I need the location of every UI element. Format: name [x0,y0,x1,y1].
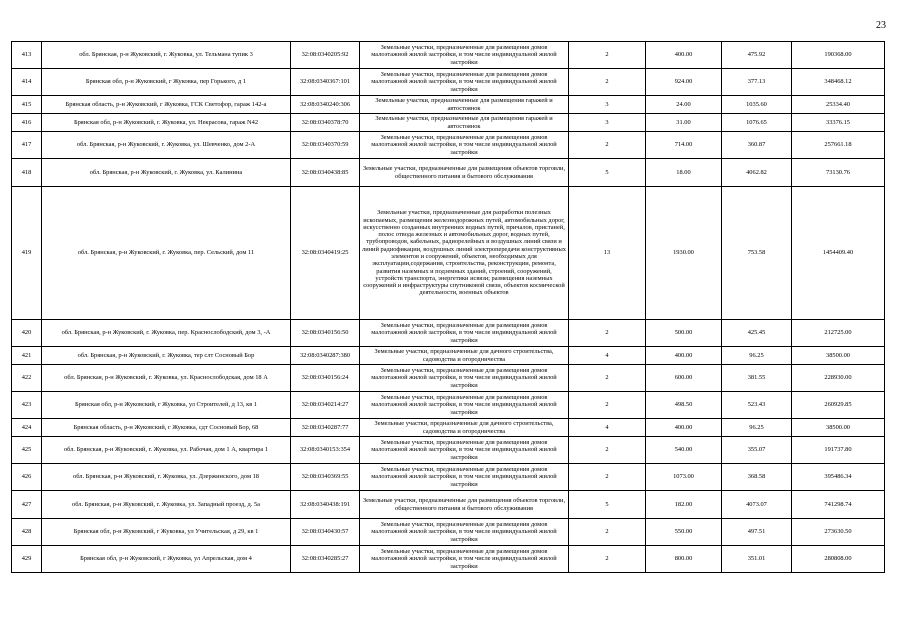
row-number-cell: 424 [12,419,42,437]
row-number-cell: 427 [12,491,42,519]
row-number-cell: 413 [12,42,42,69]
specific-value-cell: 1035.60 [722,96,792,114]
specific-value-cell: 1076.65 [722,114,792,132]
permitted-use-cell: Земельные участки, предназначенные для размещения домов малоэтажной жилой застройки, в том числе индивидуальной жилой застройки [360,519,569,546]
address-cell: Брянская область, р-н Жуковский, г Жуковка, ГСК Светофор, гараж 142-а [42,96,291,114]
cadastral-number-cell: 32:08:0340240:306 [291,96,360,114]
specific-value-cell: 377.13 [722,69,792,96]
use-category-cell: 13 [569,187,646,320]
page-number: 23 [876,20,886,31]
specific-value-cell: 523.43 [722,392,792,419]
cadastral-number-cell: 32:08:0340156:50 [291,320,360,347]
cadastral-number-cell: 32:08:0340419:25 [291,187,360,320]
row-number-cell: 428 [12,519,42,546]
area-cell: 1930.00 [646,187,722,320]
table-row [12,392,885,419]
area-cell: 500.00 [646,320,722,347]
row-number-cell: 425 [12,437,42,464]
cadastral-number-cell: 32:08:0340370:59 [291,132,360,159]
use-category-cell: 3 [569,114,646,132]
permitted-use-cell: Земельные участки, предназначенные для разработки полезных ископаемых, размещения железнодорожных путей, автомобильных дорог, искусственно созданных внутренних водных путей, причалов, пристаней, полос отвода железных и автомобильных дорог, водных путей, трубопроводов, кабельных, радиорелейных и воздушных линий связи и линий радиофикации, воздушных линий электропередачи конструктивных элементов и сооружений, объектов, необходимых для эксплуатации,содержания, строительства, реконструкции, ремонта, развития наземных и подземных зданий, строений, сооружений, устройств транспорта, энергетики исвязи; размещения наземных сооружений и инфраструктуры спутниковой связи, объектов космической деятельности, военных объектов [360,187,569,320]
row-number-cell: 422 [12,365,42,392]
address-cell: обл. Брянская, р-н Жуковский, г. Жуковка, пер. Сельский, дом 11 [42,187,291,320]
table-row [12,96,885,114]
table-row [12,519,885,546]
cadastral-value-cell: 260929.85 [792,392,885,419]
cadastral-number-cell: 32:08:0340438:191 [291,491,360,519]
specific-value-cell: 355.07 [722,437,792,464]
cadastral-number-cell: 32:08:0340367:101 [291,69,360,96]
address-cell: Брянская обл, р-н Жуковский, г Жуковка, ул Апрельская, дом 4 [42,546,291,573]
area-cell: 550.00 [646,519,722,546]
permitted-use-cell: Земельные участки, предназначенные для размещения гаражей и автостоянок [360,114,569,132]
use-category-cell: 2 [569,132,646,159]
cadastral-number-cell: 32:08:0340156:24 [291,365,360,392]
cadastral-value-cell: 395486.34 [792,464,885,491]
specific-value-cell: 96.25 [722,347,792,365]
cadastral-value-cell: 38500.00 [792,419,885,437]
table-row [12,546,885,573]
use-category-cell: 3 [569,96,646,114]
use-category-cell: 2 [569,464,646,491]
permitted-use-cell: Земельные участки, предназначенные для размещения домов малоэтажной жилой застройки, в том числе индивидуальной жилой застройки [360,69,569,96]
address-cell: Брянская область, р-н Жуковский, г Жуковка, сдт Сосновый Бор, 68 [42,419,291,437]
row-number-cell: 414 [12,69,42,96]
table-row [12,464,885,491]
cadastral-value-cell: 273630.50 [792,519,885,546]
cadastral-value-cell: 212725.00 [792,320,885,347]
permitted-use-cell: Земельные участки, предназначенные для размещения домов малоэтажной жилой застройки, в том числе индивидуальной жилой застройки [360,392,569,419]
area-cell: 18.00 [646,159,722,187]
permitted-use-cell: Земельные участки, предназначенные для размещения домов малоэтажной жилой застройки, в том числе индивидуальной жилой застройки [360,320,569,347]
cadastral-value-cell: 73130.76 [792,159,885,187]
table-row [12,69,885,96]
specific-value-cell: 381.55 [722,365,792,392]
use-category-cell: 5 [569,159,646,187]
table-row [12,187,885,320]
area-cell: 714.00 [646,132,722,159]
address-cell: обл. Брянская, р-н Жуковский, г. Жуковка, ул. Западный проезд, д. 5а [42,491,291,519]
cadastral-value-cell: 280808.00 [792,546,885,573]
table-row [12,347,885,365]
row-number-cell: 421 [12,347,42,365]
use-category-cell: 5 [569,491,646,519]
use-category-cell: 2 [569,392,646,419]
area-cell: 800.00 [646,546,722,573]
use-category-cell: 2 [569,42,646,69]
table-row [12,437,885,464]
use-category-cell: 2 [569,437,646,464]
area-cell: 600.00 [646,365,722,392]
cadastral-number-cell: 32:08:0340285:27 [291,546,360,573]
address-cell: обл. Брянская, р-н Жуковский, г. Жуковка, ул. Дзержинского, дом 18 [42,464,291,491]
row-number-cell: 429 [12,546,42,573]
row-number-cell: 417 [12,132,42,159]
specific-value-cell: 351.01 [722,546,792,573]
area-cell: 924.00 [646,69,722,96]
specific-value-cell: 497.51 [722,519,792,546]
cadastral-value-cell: 38500.00 [792,347,885,365]
permitted-use-cell: Земельные участки, предназначенные для размещения домов малоэтажной жилой застройки, в том числе индивидуальной жилой застройки [360,546,569,573]
use-category-cell: 2 [569,519,646,546]
use-category-cell: 2 [569,69,646,96]
permitted-use-cell: Земельные участки, предназначенные для размещения домов малоэтажной жилой застройки, в том числе индивидуальной жилой застройки [360,42,569,69]
area-cell: 400.00 [646,347,722,365]
table-row [12,491,885,519]
specific-value-cell: 96.25 [722,419,792,437]
cadastral-value-cell: 1454409.40 [792,187,885,320]
use-category-cell: 4 [569,419,646,437]
area-cell: 540.00 [646,437,722,464]
table-row [12,42,885,69]
permitted-use-cell: Земельные участки, предназначенные для размещения объектов торговли, общественного питания и бытового обслуживания [360,159,569,187]
cadastral-number-cell: 32:08:0340205:92 [291,42,360,69]
area-cell: 400.00 [646,419,722,437]
table-row [12,132,885,159]
table-row [12,159,885,187]
use-category-cell: 4 [569,347,646,365]
permitted-use-cell: Земельные участки, предназначенные для размещения домов малоэтажной жилой застройки, в том числе индивидуальной жилой застройки [360,365,569,392]
area-cell: 1073.00 [646,464,722,491]
cadastral-value-cell: 33376.15 [792,114,885,132]
table-row [12,114,885,132]
area-cell: 498.50 [646,392,722,419]
row-number-cell: 416 [12,114,42,132]
area-cell: 31.00 [646,114,722,132]
address-cell: Брянская обл, р-н Жуковский, г. Жуковка, ул. Некрасова, гараж N42 [42,114,291,132]
permitted-use-cell: Земельные участки, предназначенные для размещения домов малоэтажной жилой застройки, в том числе индивидуальной жилой застройки [360,132,569,159]
cadastral-number-cell: 32:08:0340214:27 [291,392,360,419]
area-cell: 182.00 [646,491,722,519]
address-cell: Брянская обл, р-н Жуковский, г Жуковка, ул Строителей, д 13, кв 1 [42,392,291,419]
specific-value-cell: 475.92 [722,42,792,69]
permitted-use-cell: Земельные участки, предназначенные для дачного строительства, садоводства и огородничества [360,419,569,437]
row-number-cell: 415 [12,96,42,114]
specific-value-cell: 425.45 [722,320,792,347]
area-cell: 24.00 [646,96,722,114]
address-cell: Брянская обл, р-н Жуковский, г Жуковка, пер Горького, д 1 [42,69,291,96]
row-number-cell: 419 [12,187,42,320]
address-cell: обл. Брянская, р-н Жуковский, г. Жуковка, ул. Калинина [42,159,291,187]
cadastral-number-cell: 32:08:0340378:70 [291,114,360,132]
specific-value-cell: 368.58 [722,464,792,491]
permitted-use-cell: Земельные участки, предназначенные для размещения домов малоэтажной жилой застройки, в том числе индивидуальной жилой застройки [360,464,569,491]
table-row [12,320,885,347]
cadastral-value-cell: 228930.00 [792,365,885,392]
cadastral-number-cell: 32:08:0340369:55 [291,464,360,491]
cadastral-number-cell: 32:08:0340430:57 [291,519,360,546]
address-cell: обл. Брянская, р-н Жуковский, г. Жуковка, тер слт Сосновый Бор [42,347,291,365]
row-number-cell: 426 [12,464,42,491]
specific-value-cell: 360.87 [722,132,792,159]
cadastral-number-cell: 32:08:0340287:77 [291,419,360,437]
permitted-use-cell: Земельные участки, предназначенные для размещения объектов торговли, общественного питания и бытового обслуживания [360,491,569,519]
cadastral-value-table [11,41,885,573]
permitted-use-cell: Земельные участки, предназначенные для размещения домов малоэтажной жилой застройки, в том числе индивидуальной жилой застройки [360,437,569,464]
cadastral-number-cell: 32:08:0340153:354 [291,437,360,464]
cadastral-number-cell: 32:08:0340438:85 [291,159,360,187]
specific-value-cell: 4073.07 [722,491,792,519]
row-number-cell: 423 [12,392,42,419]
permitted-use-cell: Земельные участки, предназначенные для дачного строительства, садоводства и огородничества [360,347,569,365]
cadastral-value-cell: 257661.18 [792,132,885,159]
cadastral-value-cell: 190368.00 [792,42,885,69]
address-cell: обл. Брянская, р-н Жуковский, г. Жуковка, ул. Шевченко, дом 2-А [42,132,291,159]
use-category-cell: 2 [569,320,646,347]
cadastral-value-cell: 741298.74 [792,491,885,519]
cadastral-value-cell: 348468.12 [792,69,885,96]
address-cell: обл. Брянская, р-н Жуковский, г. Жуковка, ул. Краснослободская, дом 18 А [42,365,291,392]
row-number-cell: 418 [12,159,42,187]
cadastral-number-cell: 32:08:0340287:380 [291,347,360,365]
address-cell: обл. Брянская, р-н Жуковский, г. Жуковка, ул. Рабочая, дом 1 А, квартира 1 [42,437,291,464]
specific-value-cell: 4062.82 [722,159,792,187]
cadastral-value-cell: 25334.40 [792,96,885,114]
permitted-use-cell: Земельные участки, предназначенные для размещения гаражей и автостоянок [360,96,569,114]
use-category-cell: 2 [569,365,646,392]
use-category-cell: 2 [569,546,646,573]
table-row [12,419,885,437]
address-cell: обл. Брянская, р-н Жуковский, г. Жуковка, ул. Тельмана тупик 3 [42,42,291,69]
specific-value-cell: 753.58 [722,187,792,320]
address-cell: Брянская обл, р-н Жуковский, г Жуковка, ул Учительская, д 29, кв 1 [42,519,291,546]
table-row [12,365,885,392]
row-number-cell: 420 [12,320,42,347]
cadastral-value-cell: 191737.80 [792,437,885,464]
table-body [12,42,885,573]
address-cell: обл. Брянская, р-н Жуковский, г. Жуковка, пер. Краснослободский, дом 3, -А [42,320,291,347]
area-cell: 400.00 [646,42,722,69]
